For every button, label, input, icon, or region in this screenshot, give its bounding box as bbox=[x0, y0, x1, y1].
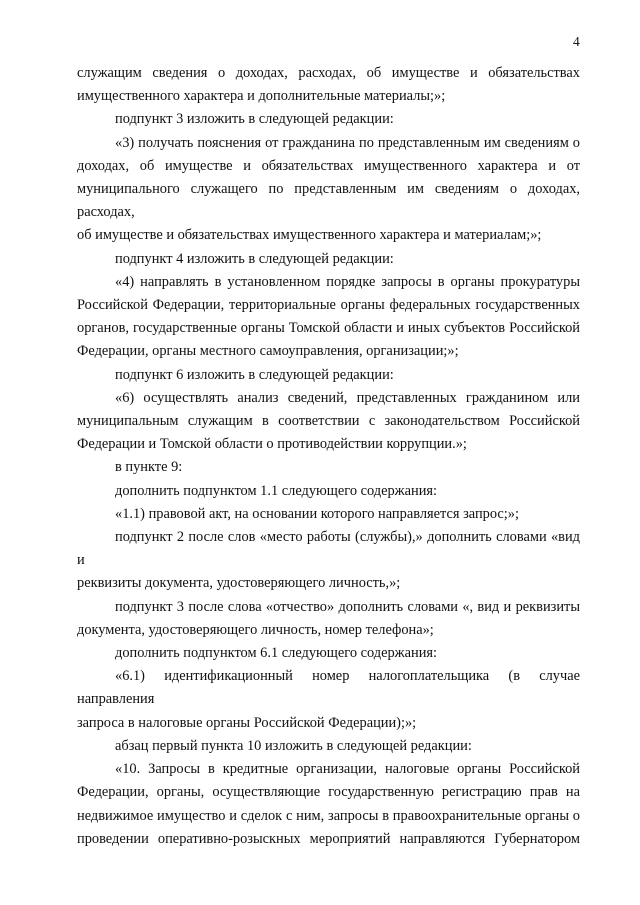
text-line: Федерации, органы, осуществляющие государственную регистрацию прав на bbox=[77, 784, 580, 801]
text-line: органов, государственные органы Томской области и иных субъектов Российской bbox=[77, 320, 580, 337]
text-line: «3) получать пояснения от гражданина по представленным им сведениям о bbox=[115, 134, 580, 151]
text-line: «6) осуществлять анализ сведений, представленных гражданином или bbox=[115, 389, 580, 406]
paragraph bbox=[77, 132, 580, 248]
text-line: подпункт 3 изложить в следующей редакции: bbox=[115, 111, 394, 128]
text-line: подпункт 4 изложить в следующей редакции: bbox=[115, 250, 394, 267]
text-line: муниципального служащего по представленным им сведениям о доходах, расходах, bbox=[77, 181, 580, 221]
paragraph bbox=[77, 108, 580, 131]
page-number: 4 bbox=[573, 34, 580, 49]
text-line: подпункт 3 после слова «отчество» дополнить словами «, вид и реквизиты bbox=[115, 598, 580, 615]
document-body bbox=[77, 62, 580, 851]
text-line: «4) направлять в установленном порядке запросы в органы прокуратуры bbox=[115, 273, 580, 290]
text-line: «10. Запросы в кредитные организации, налоговые органы Российской bbox=[115, 761, 580, 778]
text-line: «6.1) идентификационный номер налогоплательщика (в случае направления bbox=[77, 668, 580, 708]
paragraph bbox=[77, 62, 580, 108]
text-line: дополнить подпунктом 1.1 следующего содержания: bbox=[115, 482, 438, 499]
paragraph bbox=[77, 456, 580, 479]
paragraph bbox=[77, 271, 580, 364]
text-line: абзац первый пункта 10 изложить в следующей редакции: bbox=[115, 737, 472, 754]
text-line: муниципальным служащим в соответствии с законодательством Российской bbox=[77, 413, 580, 430]
text-line: проведении оперативно-розыскных мероприятий направляются Губернатором bbox=[77, 830, 580, 847]
text-line: дополнить подпунктом 6.1 следующего содержания: bbox=[115, 645, 438, 662]
paragraph bbox=[77, 665, 580, 735]
paragraph bbox=[77, 642, 580, 665]
paragraph bbox=[77, 387, 580, 457]
text-line: документа, удостоверяющего личность, номер телефона»; bbox=[77, 621, 434, 638]
paragraph bbox=[77, 503, 580, 526]
paragraph bbox=[77, 526, 580, 596]
text-line: имущественного характера и дополнительные материалы;»; bbox=[77, 88, 446, 105]
paragraph bbox=[77, 364, 580, 387]
text-line: «1.1) правовой акт, на основании которого направляется запрос;»; bbox=[115, 505, 519, 522]
text-line: недвижимое имущество и сделок с ним, запросы в правоохранительные органы о bbox=[77, 807, 580, 824]
paragraph bbox=[77, 248, 580, 271]
text-line: Федерации, органы местного самоуправления, организации;»; bbox=[77, 343, 459, 360]
paragraph bbox=[77, 735, 580, 758]
paragraph bbox=[77, 480, 580, 503]
text-line: Федерации и Томской области о противодействии коррупции.»; bbox=[77, 436, 467, 453]
text-line: об имуществе и обязательствах имущественного характера и материалам;»; bbox=[77, 227, 542, 244]
text-line: подпункт 6 изложить в следующей редакции: bbox=[115, 366, 394, 383]
text-line: служащим сведения о доходах, расходах, об имуществе и обязательствах bbox=[77, 65, 580, 81]
text-line: доходах, об имуществе и обязательствах имущественного характера и от bbox=[77, 157, 580, 174]
text-line: запроса в налоговые органы Российской Федерации);»; bbox=[77, 714, 417, 731]
text-line: в пункте 9: bbox=[115, 459, 183, 476]
text-line: Российской Федерации, территориальные органы федеральных государственных bbox=[77, 297, 580, 314]
paragraph bbox=[77, 758, 580, 851]
text-line: подпункт 2 после слов «место работы (службы),» дополнить словами «вид и bbox=[77, 529, 580, 569]
text-line: реквизиты документа, удостоверяющего личность,»; bbox=[77, 575, 401, 592]
paragraph bbox=[77, 596, 580, 642]
